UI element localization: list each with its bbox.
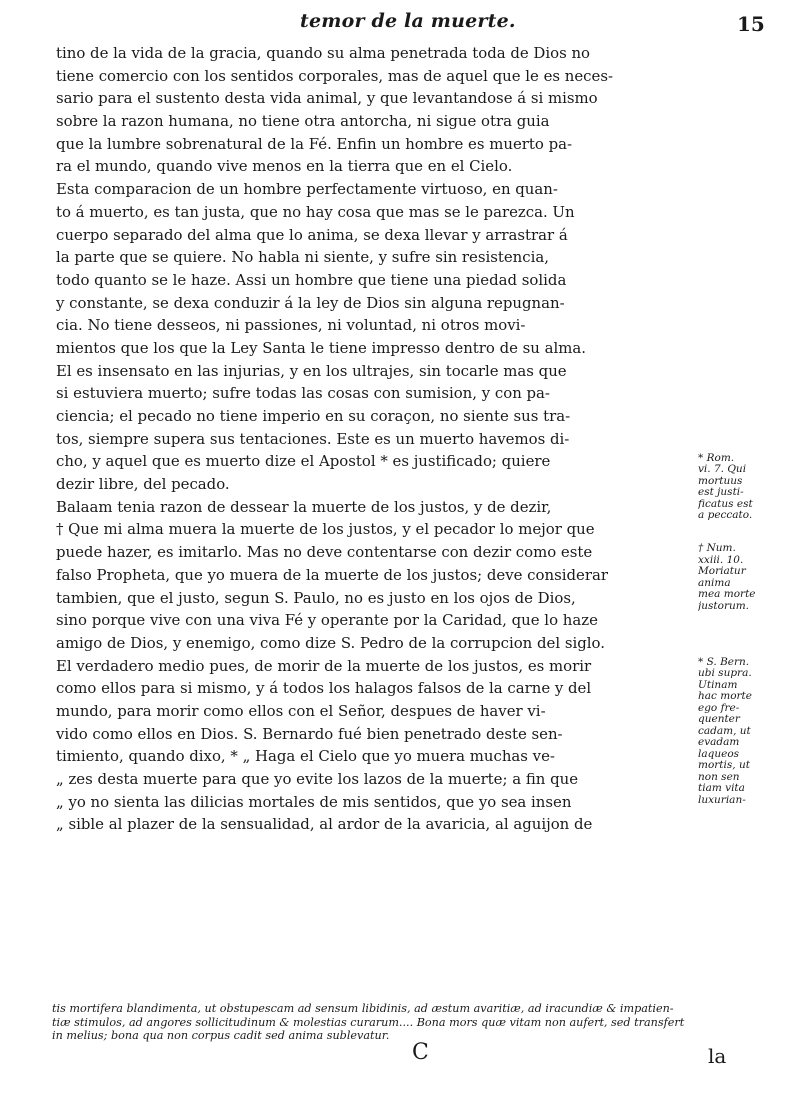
margin-note-line: evadam (698, 737, 740, 749)
text-line: mundo, para morir como ellos con el Señor, despues de haver vi- (56, 701, 546, 720)
footnote-line: tiæ stimulos, ad angores sollicitudinum & molestias curarum.... Bona mors quæ vitam non aufert, sed transfert (52, 1015, 685, 1029)
margin-note-line: vi. 7. Qui (698, 464, 747, 476)
text-line: Esta comparacion de un hombre perfectamente virtuoso, en quan- (56, 180, 558, 199)
text-line: „ zes desta muerte para que yo evite los lazos de la muerte; a fin que (56, 770, 579, 788)
text-line: vido como ellos en Dios. S. Bernardo fué bien penetrado deste sen- (56, 724, 563, 743)
catchword: la (708, 1044, 727, 1068)
margin-note-line: hac morte (698, 691, 752, 703)
margin-note-line: quenter (698, 714, 740, 726)
text-line: tos, siempre supera sus tentaciones. Este es un muerto havemos di- (56, 429, 570, 448)
text-line: „ yo no sienta las dilicias mortales de mis sentidos, que yo sea insen (56, 792, 572, 811)
text-line: timiento, quando dixo, * „ Haga el Cielo que yo muera muchas ve- (56, 747, 555, 766)
text-line: El verdadero medio pues, de morir de la muerte de los justos, es morir (56, 656, 592, 675)
text-line: El es insensato en las injurias, y en los ultrajes, sin tocarle mas que (56, 361, 567, 380)
margin-note-line: ubi supra. (698, 668, 752, 680)
text-line: que la lumbre sobrenatural de la Fé. Enfin un hombre es muerto pa- (56, 134, 573, 153)
text-line: tiene comercio con los sentidos corporales, mas de aquel que le es neces- (56, 66, 613, 85)
text-line: sino porque vive con una viva Fé y operante por la Caridad, que lo haze (56, 611, 598, 630)
text-line: dezir libre, del pecado. (56, 475, 230, 494)
margin-note-line: est justi- (698, 487, 744, 499)
page-number: 15 (737, 12, 765, 36)
text-line: la parte que se quiere. No habla ni siente, y sufre sin resistencia, (56, 248, 549, 267)
margin-note (698, 543, 798, 612)
running-title: temor de la muerte. (300, 10, 516, 32)
margin-note-line: cadam, ut (698, 725, 751, 737)
margin-note-line: ego fre- (698, 702, 740, 714)
text-line: tino de la vida de la gracia, quando su alma penetrada toda de Dios no (56, 44, 591, 62)
margin-note (698, 657, 798, 807)
margin-note-line: xxiii. 10. (698, 554, 744, 566)
text-line: tambien, que el justo, segun S. Paulo, no es justo en los ojos de Dios, (56, 588, 576, 607)
margin-note-line: a peccato. (698, 510, 753, 522)
main-text-column (56, 42, 694, 836)
text-line: cho, y aquel que es muerto dize el Apostol * es justificado; quiere (56, 452, 551, 471)
margin-note-line: mea morte (698, 589, 756, 601)
text-line: y constante, se dexa conduzir á la ley de Dios sin alguna repugnan- (56, 293, 565, 312)
margin-note-line: Utinam (698, 679, 738, 691)
footnote-line: tis mortifera blandimenta, ut obstupescam ad sensum libidinis, ad æstum avaritiæ, ad iracundiæ & impatien- (52, 1002, 674, 1015)
margin-note-line: ficatus est (698, 498, 753, 510)
text-line: puede hazer, es imitarlo. Mas no deve contentarse con dezir como este (56, 543, 593, 562)
margin-note-line: non sen (698, 771, 740, 783)
margin-note-line: laqueos (698, 748, 740, 760)
text-line: † Que mi alma muera la muerte de los justos, y el pecador lo mejor que (56, 520, 595, 539)
margin-note-line: tiam vita (698, 783, 745, 795)
text-line: amigo de Dios, y enemigo, como dize S. Pedro de la corrupcion del siglo. (56, 633, 605, 652)
text-line: sobre la razon humana, no tiene otra antorcha, ni sigue otra guia (56, 112, 550, 131)
margin-note-line: anima (698, 577, 731, 589)
text-line: si estuviera muerto; sufre todas las cosas con sumision, y con pa- (56, 384, 550, 403)
text-line: „ sible al plazer de la sensualidad, al ardor de la avaricia, al aguijon de (56, 815, 593, 834)
text-line: como ellos para si mismo, y á todos los halagos falsos de la carne y del (56, 679, 592, 698)
text-line: ra el mundo, quando vive menos en la tierra que en el Cielo. (56, 157, 513, 176)
text-line: cia. No tiene desseos, ni passiones, ni voluntad, ni otros movi- (56, 316, 526, 335)
text-line: ciencia; el pecado no tiene imperio en su coraçon, no siente sus tra- (56, 407, 571, 425)
text-line: sario para el sustento desta vida animal, y que levantandose á si mismo (56, 89, 598, 108)
text-line: Balaam tenia razon de dessear la muerte de los justos, y de dezir, (56, 497, 552, 516)
text-line: todo quanto se le haze. Assi un hombre que tiene una piedad solida (56, 270, 567, 289)
margin-note-line: mortuus (698, 475, 743, 487)
margin-note-line: * Rom. (698, 452, 735, 464)
margin-note-line: † Num. (698, 543, 736, 555)
margin-note-line: Moriatur (698, 566, 746, 578)
text-line: to á muerto, es tan justa, que no hay cosa que mas se le parezca. Un (56, 202, 575, 221)
footnote-line: in melius; bona qua non corpus cadit sed anima sublevatur. (52, 1029, 390, 1042)
latin-footnote (52, 1002, 748, 1043)
text-line: falso Propheta, que yo muera de la muerte de los justos; deve considerar (56, 565, 608, 584)
margin-note (698, 453, 798, 522)
margin-note-line: mortis, ut (698, 760, 750, 772)
text-line: cuerpo separado del alma que lo anima, se dexa llevar y arrastrar á (56, 225, 568, 244)
margin-note-line: * S. Bern. (698, 656, 750, 668)
signature-mark: C (412, 1040, 429, 1065)
text-line: mientos que los que la Ley Santa le tiene impresso dentro de su alma. (56, 338, 587, 357)
margin-note-line: justorum. (698, 600, 750, 612)
margin-note-line: luxurian- (698, 794, 746, 806)
